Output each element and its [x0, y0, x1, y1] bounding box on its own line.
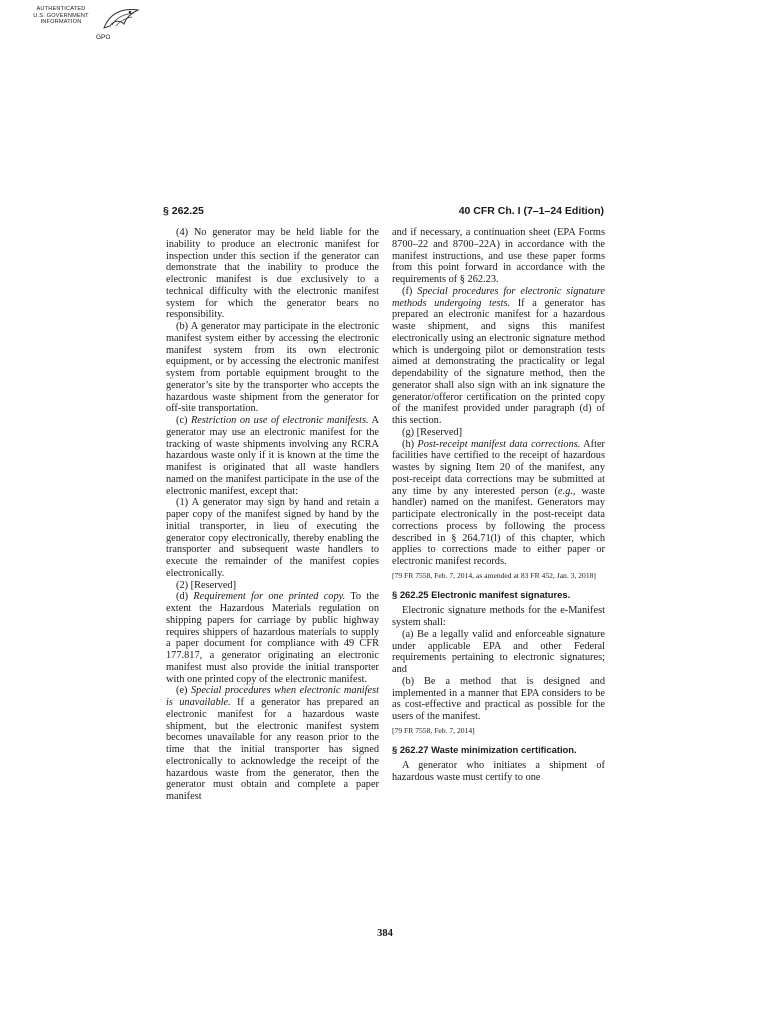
eagle-seal-icon	[100, 6, 142, 36]
citation: [79 FR 7558, Feb. 7, 2014]	[392, 725, 475, 735]
paragraph: (1) A generator may sign by hand and retain a paper copy of the manifest signed by hand by the initial transporter, in lieu of executing the generator copy electronically, thereby enabling the transporter and subsequent waste handlers to execute the remainder of the manifest copies electronically.	[166, 497, 379, 579]
paragraph: Electronic signature methods for the e-Manifest system shall:	[392, 605, 605, 629]
paragraph: (d) Requirement for one printed copy. To the extent the Hazardous Materials regulation on shipping papers for carriage by public highway requires shippers of hazardous materials to supply a paper document for compliance with 49 CFR 177.817, a generator originating an electronic manifest must also provide the initial transporter with one printed copy of the electronic manifest.	[166, 591, 379, 685]
paragraph: (2) [Reserved]	[176, 579, 237, 591]
page-number: 384	[377, 928, 393, 939]
paragraph: (b) A generator may participate in the electronic manifest system either by accessing the electronic manifest system from its own electronic equipment, or by accessing the electronic manifest system from portable equipment brought to the generator’s site by the transporter who accepts the hazardous waste shipment from the generator for off-site transportation.	[166, 321, 379, 415]
badge-line-1: AUTHENTICATED	[36, 6, 86, 12]
paragraph: (c) Restriction on use of electronic manifests. A generator may use an electronic manifest for the tracking of waste shipments involving any RCRA hazardous waste only if it is known at the time the manifest is originated that all waste handlers named on the manifest participate in the use of the electronic manifest, except that:	[166, 415, 379, 497]
paragraph: (g) [Reserved]	[402, 426, 463, 438]
paragraph-heading-italic: Special procedures for electronic signature methods undergoing tests.	[392, 285, 605, 309]
section-heading: § 262.25 Electronic manifest signatures.	[392, 589, 571, 601]
running-head-title: 40 CFR Ch. I (7–1–24 Edition)	[458, 205, 604, 217]
paragraph: (f) Special procedures for electronic signature methods undergoing tests. If a generator has prepared an electronic manifest for a hazardous waste shipment, and signs this manifest electronically using an electronic signature method which is undergoing pilot or demonstration tests aimed at demonstrating the practicality or legal dependability of the signature method, then the generator shall also sign with an ink signature the generator/offeror certification on the printed copy of the manifest provided under paragraph (d) of this section.	[392, 285, 606, 426]
paragraph-heading-italic: Post-receipt manifest data corrections.	[417, 438, 581, 450]
paragraph: and if necessary, a continuation sheet (EPA Forms 8700–22 and 8700–22A) in accordance with the manifest instructions, and use these paper forms from this point forward in accordance with the requirements of § 262.23.	[392, 227, 605, 285]
paragraph-heading-italic: Requirement for one printed copy.	[193, 591, 346, 603]
paragraph: (e) Special procedures when electronic manifest is unavailable. If a generator has prepared an electronic manifest for a hazardous waste shipment, but the electronic manifest system becomes unavailable for any reason prior to the time that the initial transporter has signed electronically to acknowledge the receipt of the hazardous waste from the generator, then the generator must obtain and complete a paper manifest	[166, 685, 380, 802]
left-column	[166, 227, 379, 803]
paragraph: (4) No generator may be held liable for the inability to produce an electronic manifest for inspection under this section if the generator can demonstrate that the inability to produce the electronic manifest is due exclusively to a technical difficulty with the electronic manifest system for which the generator bears no responsibility.	[166, 227, 379, 321]
right-column	[392, 227, 605, 784]
paragraph-heading-italic: Restriction on use of electronic manifests.	[190, 415, 369, 426]
gpo-authentication-badge	[28, 6, 143, 46]
badge-line-2: U.S. GOVERNMENT	[33, 12, 89, 19]
paragraph: A generator who initiates a shipment of hazardous waste must certify to one	[392, 760, 605, 784]
section-heading: § 262.27 Waste minimization certification.	[392, 744, 577, 756]
paragraph-heading-italic: Special procedures when electronic manifest is unavailable.	[166, 685, 379, 708]
running-head-section: § 262.25	[163, 205, 204, 217]
badge-agency: GPO	[96, 34, 111, 41]
paragraph: (a) Be a legally valid and enforceable signature under applicable EPA and other Federal requirements pertaining to electronic signatures; and	[392, 628, 605, 676]
paragraph: (b) Be a method that is designed and implemented in a manner that EPA considers to be as cost-effective and practical as possible for the users of the manifest.	[392, 675, 605, 723]
citation: [79 FR 7558, Feb. 7, 2014, as amended at 83 FR 452, Jan. 3, 2018]	[392, 570, 596, 580]
badge-line-3: INFORMATION	[40, 19, 82, 26]
running-head	[163, 205, 604, 219]
paragraph: (h) Post-receipt manifest data corrections. After facilities have certified to the receipt of hazardous wastes by signing Item 20 of the manifest, any post-receipt data corrections may be submitted at any time by any interested person (e.g., waste handler) named on the manifest. Generators may participate electronically in the post-receipt data corrections process by following the process described in § 264.71(l) of this chapter, which applies to corrections made to either paper or electronic manifest records.	[392, 438, 606, 567]
